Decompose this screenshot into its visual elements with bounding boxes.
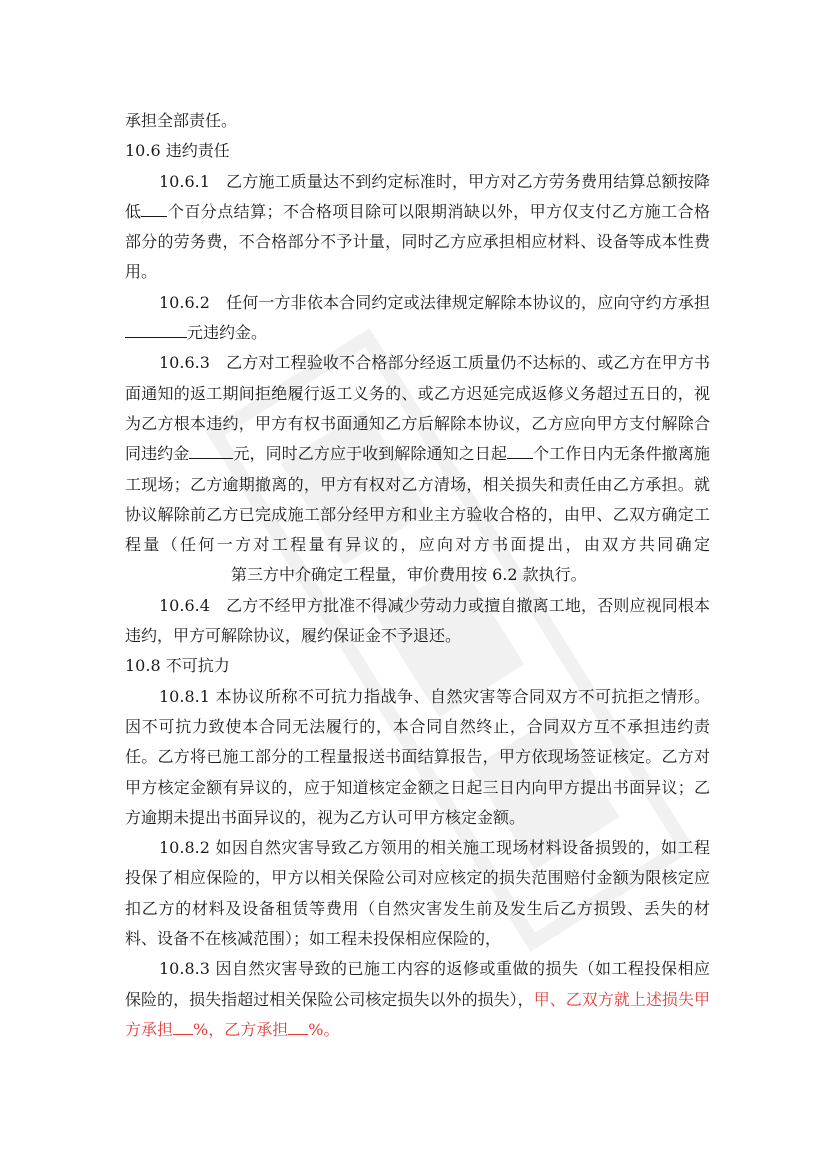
document-body [125, 106, 710, 1045]
section-heading-10-6: 10.6 违约责任 [125, 141, 230, 161]
clause-10-6-1-text-a: 10.6.1 乙方施工质量达不到约定标准时，甲方对乙方劳务费用结算总额按降低 [125, 171, 710, 221]
clause-10-6-2-text-b: 元违约金。 [187, 323, 268, 343]
blank-termination-penalty [189, 440, 233, 459]
clause-10-6-3-text-c: 个工作日内无条件撤离施工现场；乙方逾期撤离的，甲方有权对乙方清场，相关损失和责任由乙方承担。就协议解除前乙方已完成施工部分经甲方和业主方验收合格的，由甲、乙双方确定工程量（任何一方对工程量有异议的，应向对方书面提出，由双方共同确定 [125, 444, 710, 555]
clause-10-8-3-red-b: %，乙方承担 [193, 1019, 289, 1039]
clause-10-6-1 [125, 167, 710, 288]
clause-10-6-2-text-a: 10.6.2 任何一方非依本合同约定或法律规定解除本协议的，应向守约方承担 [159, 292, 710, 312]
clause-10-6-1-text-b: 个百分点结算；不合格项目除可以限期消缺以外，甲方仅支付乙方施工合格部分的劳务费，不合格部分不予计量，同时乙方应承担相应材料、设备等成本性费用。 [125, 201, 710, 282]
blank-penalty-amount [125, 319, 187, 338]
clause-10-8-3 [125, 954, 710, 1045]
clause-10-8-3-text-a: 10.8.3 因自然灾害导致的已施工内容的返修或重做的损失（如工程投保相应保险的，损失指超过相关保险公司核定损失以外的损失）， [125, 959, 710, 1009]
blank-percent-points [141, 198, 167, 217]
clause-10-8-1: 10.8.1 本协议所称不可抗力指战争、自然灾害等合同双方不可抗拒之情形。因不可抗力致使本合同无法履行的，本合同自然终止，合同双方互不承担违约责任。乙方将已施工部分的工程量报送书面结算报告，甲方依现场签证核定。乙方对甲方核定金额有异议的，应于知道核定金额之日起三日内向甲方提出书面异议；乙方逾期未提出书面异议的，视为乙方认可甲方核定金额。 [125, 686, 710, 827]
clause-10-6-3-text-d: 第三方中介确定工程量，审价费用按 6.2 款执行。 [231, 565, 587, 585]
clause-10-8-3-red-c: %。 [308, 1019, 340, 1039]
blank-party-b-percent [288, 1016, 308, 1035]
paragraph-continuation: 承担全部责任。 [125, 111, 238, 130]
clause-10-6-3-text-a: 10.6.3 乙方对工程验收不合格部分经返工质量仍不达标的、或乙方在甲方书面通知的返工期间拒绝履行返工义务的、或乙方迟延完成返修义务超过五日的，视为乙方根本违约，甲方有权书面通知乙方后解除本协议，乙方应向甲方支付解除合同违约金 [125, 353, 710, 464]
clause-10-6-3 [125, 348, 710, 590]
clause-10-8-2: 10.8.2 如因自然灾害导致乙方领用的相关施工现场材料设备损毁的，如工程投保了相应保险的，甲方以相关保险公司对应核定的损失范围赔付金额为限核定应扣乙方的材料及设备租赁等费用（自然灾害发生前及发生后乙方损毁、丢失的材料、设备不在核减范围）；如工程未投保相应保险的， [125, 838, 710, 949]
blank-working-days [507, 440, 533, 459]
clause-10-8-3-red-a: 甲、乙双方就上述损失甲方承担 [125, 989, 710, 1039]
clause-10-6-4: 10.6.4 乙方不经甲方批准不得减少劳动力或擅自撤离工地，否则应视同根本违约，甲方可解除协议，履约保证金不予退还。 [125, 595, 710, 646]
blank-party-a-percent [173, 1016, 193, 1035]
clause-10-6-2 [125, 288, 710, 349]
clause-10-6-3-text-b: 元，同时乙方应于收到解除通知之日起 [233, 444, 507, 464]
section-heading-10-8: 10.8 不可抗力 [125, 656, 230, 676]
